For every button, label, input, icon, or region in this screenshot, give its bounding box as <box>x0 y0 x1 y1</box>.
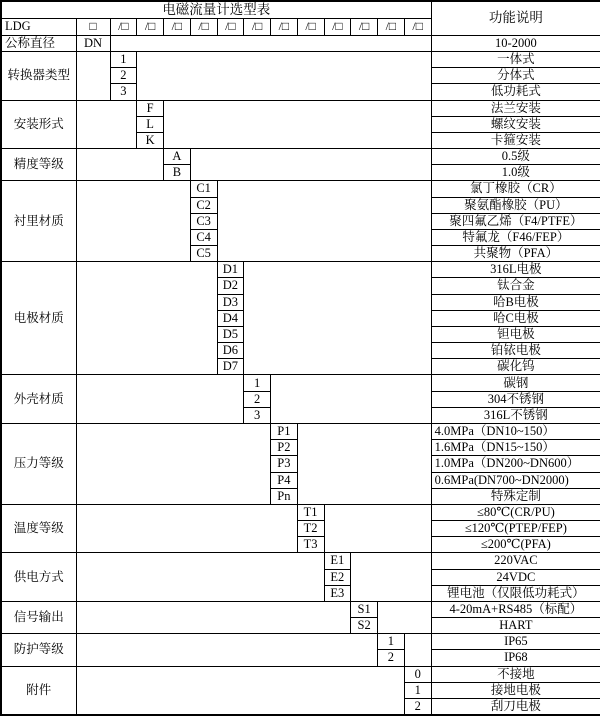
option-code: C3 <box>190 213 217 229</box>
option-code: E3 <box>324 585 351 601</box>
option-code: 1 <box>378 634 405 650</box>
model-slot: /□ <box>351 18 378 35</box>
option-desc: 304不锈钢 <box>431 391 600 407</box>
option-desc: 哈C电极 <box>431 310 600 326</box>
option-code: E1 <box>324 553 351 569</box>
empty-cell <box>351 553 431 602</box>
table-title: 电磁流量计选型表 <box>1 1 431 18</box>
option-code: P4 <box>271 472 298 488</box>
model-slot: /□ <box>110 18 137 35</box>
option-desc: 碳钢 <box>431 375 600 391</box>
option-code: 1 <box>110 52 137 68</box>
empty-cell <box>404 634 431 666</box>
option-code: A <box>164 149 191 165</box>
empty-cell <box>76 666 404 715</box>
option-desc: 4-20mA+RS485（标配） <box>431 601 600 617</box>
empty-cell <box>76 424 271 505</box>
option-desc: 刮刀电极 <box>431 698 600 715</box>
option-desc: 1.0级 <box>431 165 600 181</box>
group-label: 供电方式 <box>1 553 76 602</box>
option-code: D1 <box>217 262 244 278</box>
option-desc: 4.0MPa（DN10~150） <box>431 424 600 440</box>
empty-cell <box>217 181 431 262</box>
option-desc: 220VAC <box>431 553 600 569</box>
option-desc: 不接地 <box>431 666 600 682</box>
empty-cell <box>76 100 137 149</box>
option-desc: 钽电极 <box>431 326 600 342</box>
option-desc: 聚氨酯橡胶（PU） <box>431 197 600 213</box>
option-desc: 哈B电极 <box>431 294 600 310</box>
option-code: 3 <box>244 407 271 423</box>
option-desc: IP65 <box>431 634 600 650</box>
empty-cell <box>76 504 297 553</box>
option-desc: 特氟龙（F46/FEP） <box>431 229 600 245</box>
model-slot: /□ <box>271 18 298 35</box>
model-slot: /□ <box>137 18 164 35</box>
option-desc: 共聚物（PFA） <box>431 246 600 262</box>
group-label: 公称直径 <box>1 35 76 51</box>
option-code: T3 <box>297 537 324 553</box>
model-slot: /□ <box>324 18 351 35</box>
option-desc: ≤80℃(CR/PU) <box>431 504 600 520</box>
option-desc: 氯丁橡胶（CR） <box>431 181 600 197</box>
option-desc: 1.6MPa（DN15~150） <box>431 440 600 456</box>
empty-cell <box>164 100 432 149</box>
option-desc: 316L不锈钢 <box>431 407 600 423</box>
model-box: □ <box>76 18 110 35</box>
option-code: 2 <box>378 650 405 666</box>
option-desc: 聚四氟乙烯（F4/PTFE） <box>431 213 600 229</box>
option-code: C2 <box>190 197 217 213</box>
option-code: 1 <box>404 682 431 698</box>
option-code: F <box>137 100 164 116</box>
empty-cell <box>76 181 190 262</box>
option-code: K <box>137 132 164 148</box>
option-desc: 碳化钨 <box>431 359 600 375</box>
option-desc: 分体式 <box>431 68 600 84</box>
group-label: 转换器类型 <box>1 52 76 101</box>
option-code: P3 <box>271 456 298 472</box>
empty-cell <box>271 375 432 424</box>
option-code: E2 <box>324 569 351 585</box>
group-label: 附件 <box>1 666 76 715</box>
option-code: 3 <box>110 84 137 100</box>
option-desc: 锂电池（仅限低功耗式） <box>431 585 600 601</box>
option-desc: ≤120℃(PTEP/FEP) <box>431 521 600 537</box>
group-label: 电极材质 <box>1 262 76 375</box>
option-code: C5 <box>190 246 217 262</box>
option-desc: 螺纹安装 <box>431 116 600 132</box>
option-desc: 钛合金 <box>431 278 600 294</box>
option-code: 1 <box>244 375 271 391</box>
model-slot: /□ <box>164 18 191 35</box>
option-desc: 接地电极 <box>431 682 600 698</box>
empty-cell <box>324 504 431 553</box>
empty-cell <box>76 553 324 602</box>
option-code: T1 <box>297 504 324 520</box>
group-label: 信号输出 <box>1 601 76 633</box>
group-label: 防护等级 <box>1 634 76 666</box>
model-slot: /□ <box>378 18 405 35</box>
option-desc: 1.0MPa（DN200~DN600） <box>431 456 600 472</box>
group-label: 压力等级 <box>1 424 76 505</box>
option-desc: 法兰安装 <box>431 100 600 116</box>
option-code: 2 <box>404 698 431 715</box>
option-code: D2 <box>217 278 244 294</box>
option-code: T2 <box>297 521 324 537</box>
group-label: 温度等级 <box>1 504 76 553</box>
option-code: 2 <box>244 391 271 407</box>
model-prefix: LDG <box>1 18 76 35</box>
option-desc: 铂铱电极 <box>431 343 600 359</box>
option-desc: 卡箍安装 <box>431 132 600 148</box>
option-code: S1 <box>351 601 378 617</box>
empty-cell <box>76 601 351 633</box>
empty-cell <box>378 601 432 633</box>
model-slot: /□ <box>244 18 271 35</box>
option-code: S2 <box>351 618 378 634</box>
group-label: 外壳材质 <box>1 375 76 424</box>
empty-cell <box>137 52 431 101</box>
option-code: B <box>164 165 191 181</box>
option-code: D7 <box>217 359 244 375</box>
option-code: C1 <box>190 181 217 197</box>
empty-cell <box>297 424 431 505</box>
model-slot: /□ <box>190 18 217 35</box>
option-desc: 316L电极 <box>431 262 600 278</box>
option-code: Pn <box>271 488 298 504</box>
option-code: 0 <box>404 666 431 682</box>
option-code: D5 <box>217 326 244 342</box>
model-slot: /□ <box>297 18 324 35</box>
option-desc: IP68 <box>431 650 600 666</box>
option-code: P2 <box>271 440 298 456</box>
option-desc: ≤200℃(PFA) <box>431 537 600 553</box>
option-desc: 0.5级 <box>431 149 600 165</box>
option-desc: HART <box>431 618 600 634</box>
function-column-header: 功能说明 <box>431 1 600 35</box>
option-desc: 低功耗式 <box>431 84 600 100</box>
option-code: C4 <box>190 229 217 245</box>
option-code: D3 <box>217 294 244 310</box>
group-label: 安装形式 <box>1 100 76 149</box>
option-desc: 特殊定制 <box>431 488 600 504</box>
empty-cell <box>76 149 164 181</box>
option-code: D6 <box>217 343 244 359</box>
option-code: P1 <box>271 424 298 440</box>
option-desc: 10-2000 <box>431 35 600 51</box>
option-desc: 一体式 <box>431 52 600 68</box>
group-label: 衬里材质 <box>1 181 76 262</box>
model-slot: /□ <box>217 18 244 35</box>
option-code: 2 <box>110 68 137 84</box>
empty-cell <box>244 262 431 375</box>
option-code: DN <box>76 35 110 51</box>
group-label: 精度等级 <box>1 149 76 181</box>
empty-cell <box>76 375 244 424</box>
empty-cell <box>76 262 217 375</box>
empty-cell <box>190 149 431 181</box>
option-desc: 0.6MPa(DN700~DN2000) <box>431 472 600 488</box>
option-desc: 24VDC <box>431 569 600 585</box>
option-code: L <box>137 116 164 132</box>
empty-cell <box>76 52 110 101</box>
empty-cell <box>76 634 378 666</box>
empty-cell <box>110 35 431 51</box>
model-slot: /□ <box>404 18 431 35</box>
option-code: D4 <box>217 310 244 326</box>
